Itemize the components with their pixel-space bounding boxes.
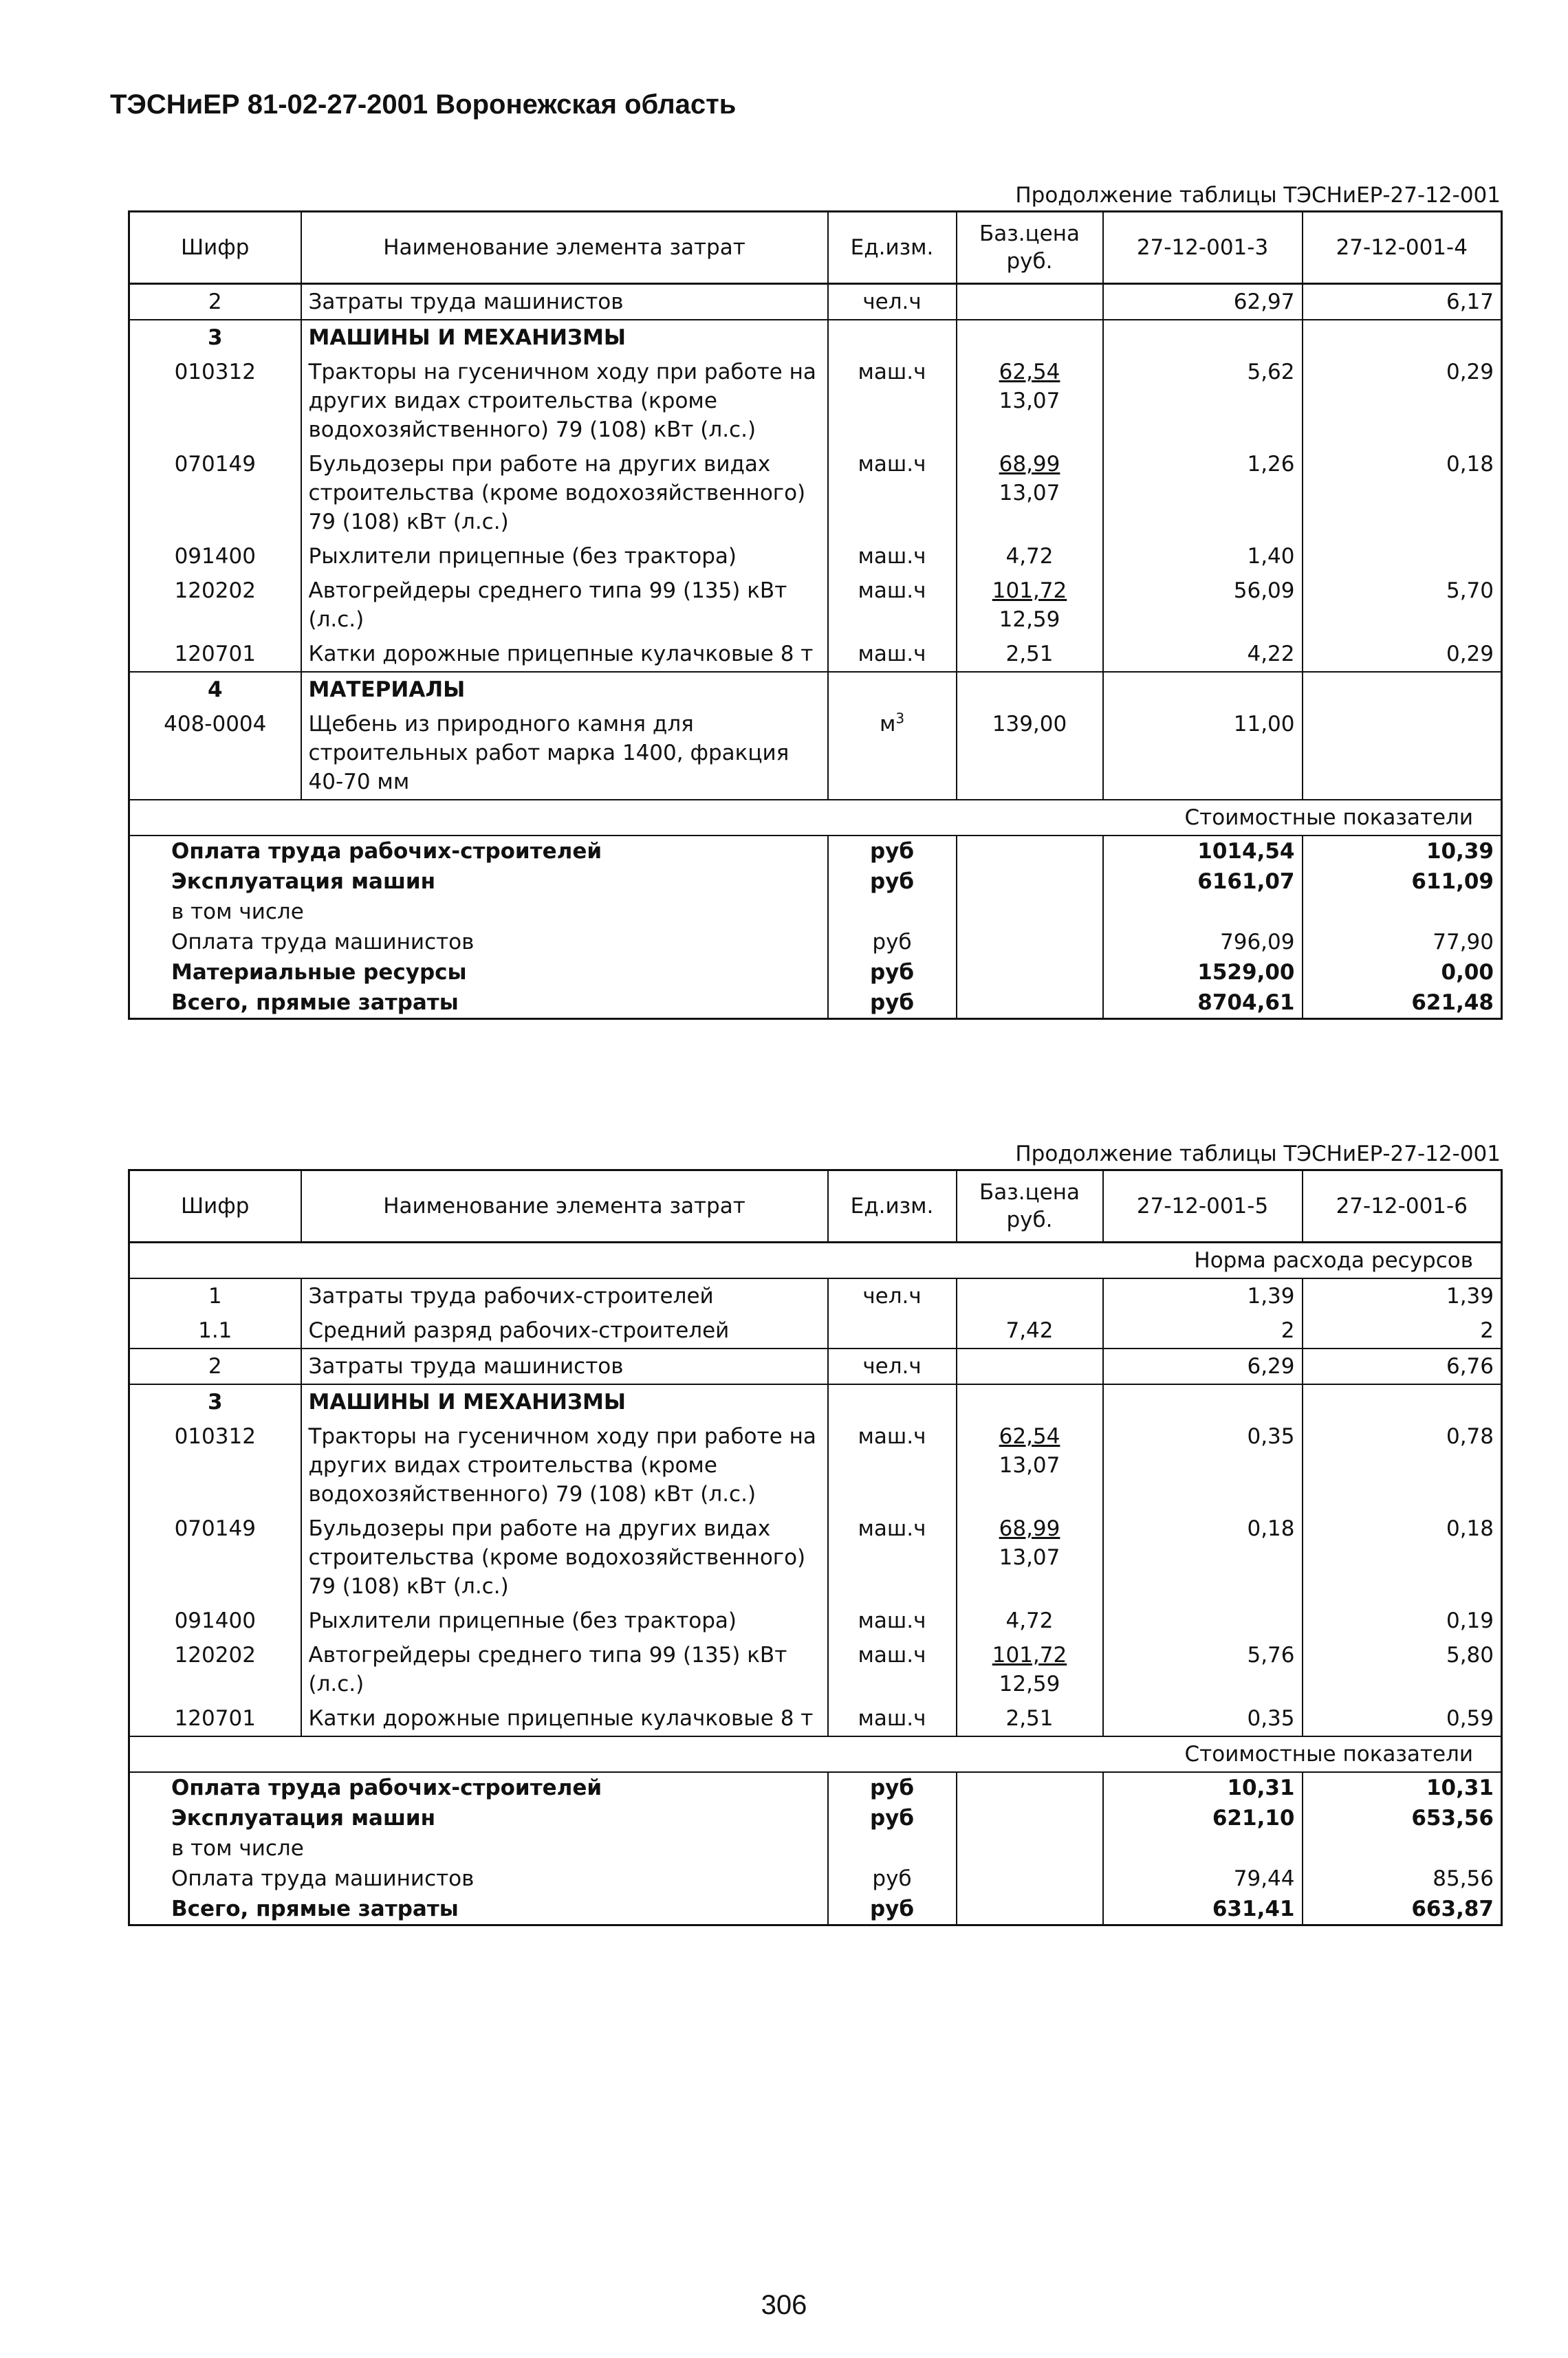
row-name: Автогрейдеры среднего типа 99 (135) кВт (л.с.) <box>301 1638 828 1701</box>
header-name: Наименование элемента затрат <box>301 1170 828 1243</box>
summary-value-b: 663,87 <box>1303 1894 1502 1925</box>
summary-row <box>129 836 1502 866</box>
row-price-value: 62,54 <box>999 360 1060 384</box>
row-price <box>957 1278 1103 1313</box>
row-unit-text: маш.ч <box>858 360 926 384</box>
row-value-a: 56,09 <box>1103 574 1303 637</box>
row-code: 4 <box>129 672 301 707</box>
row-unit <box>828 672 957 707</box>
summary-value-b: 0,00 <box>1441 960 1494 985</box>
row-value-b: 0,18 <box>1303 1511 1502 1604</box>
table-row <box>129 284 1502 320</box>
header-price: Баз.цена руб. <box>957 1170 1103 1243</box>
row-value-b: 0,29 <box>1303 355 1502 447</box>
row-price <box>957 320 1103 355</box>
row-value-a: 1,39 <box>1103 1278 1303 1313</box>
row-value-a: 0,35 <box>1103 1701 1303 1736</box>
table-header-row <box>129 212 1502 284</box>
row-price <box>957 447 1103 539</box>
row-value-a <box>1103 672 1303 707</box>
section-row <box>129 672 1502 707</box>
row-unit <box>828 1701 957 1736</box>
summary-unit: руб <box>828 1864 957 1894</box>
summary-value-b: 611,09 <box>1411 869 1494 894</box>
row-value-a <box>1103 1384 1303 1419</box>
summary-label: Оплата труда машинистов <box>171 930 475 954</box>
row-value-a: 1,26 <box>1103 447 1303 539</box>
header-code: Шифр <box>129 212 301 284</box>
row-unit-text: маш.ч <box>858 1643 926 1668</box>
row-value-a <box>1103 1604 1303 1638</box>
row-price <box>957 1349 1103 1384</box>
row-value-a: 0,35 <box>1103 1419 1303 1511</box>
row-name: Затраты труда машинистов <box>301 284 828 320</box>
summary-label: Эксплуатация машин <box>171 1806 436 1831</box>
row-value-b <box>1303 539 1502 574</box>
row-value-a: 5,62 <box>1103 355 1303 447</box>
header-unit: Ед.изм. <box>828 212 957 284</box>
summary-unit: руб <box>828 1894 957 1925</box>
row-unit <box>828 1313 957 1349</box>
summary-unit: руб <box>828 927 957 957</box>
header-code: Шифр <box>129 1170 301 1243</box>
row-unit <box>828 539 957 574</box>
summary-label: Оплата труда рабочих-строителей <box>171 839 602 864</box>
summary-row <box>129 1803 1502 1833</box>
summary-unit <box>828 1833 957 1864</box>
table-body <box>129 284 1502 1019</box>
summary-label: Всего, прямые затраты <box>129 987 828 1019</box>
row-code: 3 <box>129 320 301 355</box>
row-unit <box>828 637 957 672</box>
row-code: 2 <box>129 284 301 320</box>
row-unit-text: маш.ч <box>858 544 926 569</box>
row-value-b: 5,70 <box>1303 574 1502 637</box>
table-row <box>129 637 1502 672</box>
row-unit <box>828 1604 957 1638</box>
table-row <box>129 1701 1502 1736</box>
summary-value-b: 621,48 <box>1303 987 1502 1019</box>
row-name: Тракторы на гусеничном ходу при работе на других видах строительства (кроме водохозяйственного) 79 (108) кВт (л.с.) <box>301 1419 828 1511</box>
summary-unit: руб <box>828 836 957 866</box>
row-unit <box>828 1384 957 1419</box>
row-value-b <box>1303 707 1502 800</box>
row-code: 010312 <box>129 355 301 447</box>
row-code: 408-0004 <box>129 707 301 800</box>
row-price <box>957 1511 1103 1604</box>
summary-unit: руб <box>828 1772 957 1803</box>
table-row <box>129 1638 1502 1701</box>
summary-row <box>129 987 1502 1019</box>
row-unit-text: маш.ч <box>858 1424 926 1449</box>
row-unit <box>828 1511 957 1604</box>
summary-value-b: 85,56 <box>1433 1866 1494 1891</box>
row-price <box>957 1701 1103 1736</box>
row-unit <box>828 707 957 800</box>
row-price <box>957 1604 1103 1638</box>
row-price <box>957 707 1103 800</box>
summary-value-a <box>1103 897 1303 927</box>
summary-unit: руб <box>828 866 957 897</box>
summary-value-b: 77,90 <box>1433 930 1494 954</box>
row-unit-superscript: 3 <box>895 710 905 727</box>
table-row <box>129 355 1502 447</box>
row-code: 120202 <box>129 1638 301 1701</box>
row-unit-text: чел.ч <box>862 1284 922 1309</box>
table-row <box>129 1419 1502 1511</box>
row-price <box>957 672 1103 707</box>
row-unit <box>828 320 957 355</box>
row-value-a: 62,97 <box>1103 284 1303 320</box>
row-price <box>957 1638 1103 1701</box>
summary-price-empty <box>957 897 1103 927</box>
row-value-a: 2 <box>1103 1313 1303 1349</box>
row-value-a: 11,00 <box>1103 707 1303 800</box>
row-price-value: 4,72 <box>1005 544 1054 569</box>
summary-label: Оплата труда машинистов <box>171 1866 475 1891</box>
summary-label: в том числе <box>171 899 304 924</box>
table-row <box>129 1604 1502 1638</box>
row-unit-text: маш.ч <box>858 1608 926 1633</box>
row-code: 120701 <box>129 1701 301 1736</box>
row-value-b <box>1303 672 1502 707</box>
row-value-a: 5,76 <box>1103 1638 1303 1701</box>
summary-price-empty <box>957 1894 1103 1925</box>
resource-table <box>128 210 1503 1020</box>
summary-price-empty <box>957 1833 1103 1864</box>
row-price-value: 62,54 <box>999 1424 1060 1449</box>
header-col-b: 27-12-001-4 <box>1303 212 1502 284</box>
row-name: Катки дорожные прицепные кулачковые 8 т <box>301 637 828 672</box>
row-unit-text: маш.ч <box>858 642 926 666</box>
row-price-value: 101,72 <box>992 1643 1067 1668</box>
row-value-b: 0,59 <box>1303 1701 1502 1736</box>
row-name: Затраты труда машинистов <box>301 1349 828 1384</box>
table-row <box>129 1511 1502 1604</box>
summary-row <box>129 866 1502 897</box>
row-code: 091400 <box>129 1604 301 1638</box>
summary-value-a <box>1103 1833 1303 1864</box>
summary-row <box>129 897 1502 927</box>
row-name: МАШИНЫ И МЕХАНИЗМЫ <box>301 1384 828 1419</box>
summary-price-empty <box>957 1772 1103 1803</box>
summary-unit: руб <box>828 987 957 1019</box>
row-value-b: 0,19 <box>1303 1604 1502 1638</box>
row-value-a: 1,40 <box>1103 539 1303 574</box>
page-number: 306 <box>761 2290 807 2320</box>
table-row <box>129 447 1502 539</box>
header-name: Наименование элемента затрат <box>301 212 828 284</box>
row-value-a: 6,29 <box>1103 1349 1303 1384</box>
row-name: Тракторы на гусеничном ходу при работе на других видах строительства (кроме водохозяйственного) 79 (108) кВт (л.с.) <box>301 355 828 447</box>
cost-indicators-banner: Стоимостные показатели <box>129 1736 1502 1772</box>
cost-indicators-banner: Стоимостные показатели <box>129 800 1502 836</box>
row-unit <box>828 355 957 447</box>
row-code: 070149 <box>129 1511 301 1604</box>
row-price <box>957 1419 1103 1511</box>
row-price <box>957 637 1103 672</box>
row-code: 2 <box>129 1349 301 1384</box>
document-title: ТЭСНиЕР 81-02-27-2001 Воронежская область <box>110 89 737 120</box>
summary-price-empty <box>957 866 1103 897</box>
row-price-value: 68,99 <box>999 1516 1060 1541</box>
row-name: Бульдозеры при работе на других видах строительства (кроме водохозяйственного) 79 (108) кВт (л.с.) <box>301 447 828 539</box>
row-name: Затраты труда рабочих-строителей <box>301 1278 828 1313</box>
row-value-b: 0,29 <box>1303 637 1502 672</box>
row-value-b: 0,78 <box>1303 1419 1502 1511</box>
row-unit <box>828 447 957 539</box>
row-price-value: 2,51 <box>1005 1706 1054 1731</box>
row-unit-text: маш.ч <box>858 1706 926 1731</box>
row-price-wage: 12,59 <box>999 607 1060 632</box>
row-value-b <box>1303 320 1502 355</box>
row-price-value: 139,00 <box>992 712 1067 736</box>
row-code: 3 <box>129 1384 301 1419</box>
row-code: 120202 <box>129 574 301 637</box>
row-name: Средний разряд рабочих-строителей <box>301 1313 828 1349</box>
resource-norm-banner: Норма расхода ресурсов <box>129 1243 1502 1279</box>
row-value-b: 1,39 <box>1303 1278 1502 1313</box>
summary-value-a: 79,44 <box>1103 1864 1303 1894</box>
summary-row <box>129 1772 1502 1803</box>
row-unit <box>828 1278 957 1313</box>
resource-norm-banner-row <box>129 1243 1502 1279</box>
row-price <box>957 574 1103 637</box>
row-price-value: 2,51 <box>1005 642 1054 666</box>
header-col-b: 27-12-001-6 <box>1303 1170 1502 1243</box>
summary-price-empty <box>957 836 1103 866</box>
row-price-value: 4,72 <box>1005 1608 1054 1633</box>
summary-row <box>129 927 1502 957</box>
table-row <box>129 539 1502 574</box>
row-code: 1.1 <box>129 1313 301 1349</box>
row-name: Катки дорожные прицепные кулачковые 8 т <box>301 1701 828 1736</box>
summary-value-a: 796,09 <box>1103 927 1303 957</box>
summary-unit: руб <box>828 1803 957 1833</box>
cost-indicators-banner-row <box>129 800 1502 836</box>
table-row <box>129 1349 1502 1384</box>
row-code: 070149 <box>129 447 301 539</box>
row-unit-text: чел.ч <box>862 1354 922 1379</box>
row-code: 120701 <box>129 637 301 672</box>
row-name: Рыхлители прицепные (без трактора) <box>301 539 828 574</box>
row-value-b: 2 <box>1303 1313 1502 1349</box>
table-caption: Продолжение таблицы ТЭСНиЕР-27-12-001 <box>1015 1142 1501 1166</box>
summary-value-a: 10,31 <box>1103 1772 1303 1803</box>
summary-value-b: 653,56 <box>1411 1806 1494 1831</box>
table-row <box>129 574 1502 637</box>
summary-label: Материальные ресурсы <box>171 960 467 985</box>
summary-value-a: 8704,61 <box>1103 987 1303 1019</box>
summary-label: Оплата труда рабочих-строителей <box>171 1776 602 1800</box>
row-name: Автогрейдеры среднего типа 99 (135) кВт (л.с.) <box>301 574 828 637</box>
row-price-value: 101,72 <box>992 578 1067 603</box>
resource-table <box>128 1169 1503 1926</box>
row-unit-text: маш.ч <box>858 1516 926 1541</box>
summary-value-a: 621,10 <box>1103 1803 1303 1833</box>
summary-price-empty <box>957 927 1103 957</box>
summary-price-empty <box>957 1864 1103 1894</box>
summary-row <box>129 1833 1502 1864</box>
section-row <box>129 1384 1502 1419</box>
row-name: Щебень из природного камня для строительных работ марка 1400, фракция 40-70 мм <box>301 707 828 800</box>
summary-unit: руб <box>828 957 957 987</box>
row-value-a: 0,18 <box>1103 1511 1303 1604</box>
summary-value-a: 1529,00 <box>1103 957 1303 987</box>
summary-unit <box>828 897 957 927</box>
row-price-value: 7,42 <box>1005 1318 1054 1343</box>
row-code: 1 <box>129 1278 301 1313</box>
table-body <box>129 1243 1502 1925</box>
table-row <box>129 707 1502 800</box>
summary-price-empty <box>957 987 1103 1019</box>
summary-value-b: 10,39 <box>1426 839 1494 864</box>
row-unit-text: м <box>879 712 896 736</box>
row-unit <box>828 574 957 637</box>
row-price-wage: 13,07 <box>999 389 1060 413</box>
row-name: Бульдозеры при работе на других видах строительства (кроме водохозяйственного) 79 (108) кВт (л.с.) <box>301 1511 828 1604</box>
row-name: МАШИНЫ И МЕХАНИЗМЫ <box>301 320 828 355</box>
row-code: 010312 <box>129 1419 301 1511</box>
row-unit <box>828 284 957 320</box>
row-name: МАТЕРИАЛЫ <box>301 672 828 707</box>
row-price-value: 68,99 <box>999 452 1060 477</box>
row-code: 091400 <box>129 539 301 574</box>
row-value-b: 6,17 <box>1303 284 1502 320</box>
row-unit <box>828 1638 957 1701</box>
row-price <box>957 539 1103 574</box>
row-price <box>957 1384 1103 1419</box>
summary-value-a: 6161,07 <box>1103 866 1303 897</box>
table-header-row <box>129 1170 1502 1243</box>
row-value-b <box>1303 1384 1502 1419</box>
summary-value-b <box>1303 1833 1502 1864</box>
row-price-wage: 13,07 <box>999 1453 1060 1478</box>
summary-value-a: 631,41 <box>1103 1894 1303 1925</box>
table-row <box>129 1278 1502 1313</box>
row-value-a <box>1103 320 1303 355</box>
table-caption: Продолжение таблицы ТЭСНиЕР-27-12-001 <box>1015 183 1501 208</box>
summary-price-empty <box>957 957 1103 987</box>
summary-label: Всего, прямые затраты <box>129 1894 828 1925</box>
row-price-wage: 13,07 <box>999 1545 1060 1570</box>
summary-label: в том числе <box>171 1836 304 1861</box>
row-value-b: 0,18 <box>1303 447 1502 539</box>
header-col-a: 27-12-001-3 <box>1103 212 1303 284</box>
header-unit: Ед.изм. <box>828 1170 957 1243</box>
row-value-b: 6,76 <box>1303 1349 1502 1384</box>
row-price <box>957 1313 1103 1349</box>
header-price: Баз.цена руб. <box>957 212 1103 284</box>
row-price <box>957 284 1103 320</box>
row-price-wage: 12,59 <box>999 1672 1060 1696</box>
row-unit-text: маш.ч <box>858 452 926 477</box>
summary-row <box>129 957 1502 987</box>
resource-table-1 <box>128 180 1501 1020</box>
row-unit-text: маш.ч <box>858 578 926 603</box>
summary-value-b <box>1303 897 1502 927</box>
row-unit <box>828 1419 957 1511</box>
summary-value-b: 10,31 <box>1426 1776 1494 1800</box>
summary-label: Эксплуатация машин <box>171 869 436 894</box>
row-unit <box>828 1349 957 1384</box>
section-row <box>129 320 1502 355</box>
row-value-b: 5,80 <box>1303 1638 1502 1701</box>
summary-price-empty <box>957 1803 1103 1833</box>
summary-value-a: 1014,54 <box>1103 836 1303 866</box>
table-row <box>129 1313 1502 1349</box>
header-col-a: 27-12-001-5 <box>1103 1170 1303 1243</box>
resource-table-2 <box>128 1139 1501 1926</box>
row-price-wage: 13,07 <box>999 481 1060 505</box>
summary-row <box>129 1894 1502 1925</box>
row-unit-text: чел.ч <box>862 290 922 314</box>
summary-row <box>129 1864 1502 1894</box>
row-value-a: 4,22 <box>1103 637 1303 672</box>
row-price <box>957 355 1103 447</box>
row-name: Рыхлители прицепные (без трактора) <box>301 1604 828 1638</box>
cost-indicators-banner-row <box>129 1736 1502 1772</box>
